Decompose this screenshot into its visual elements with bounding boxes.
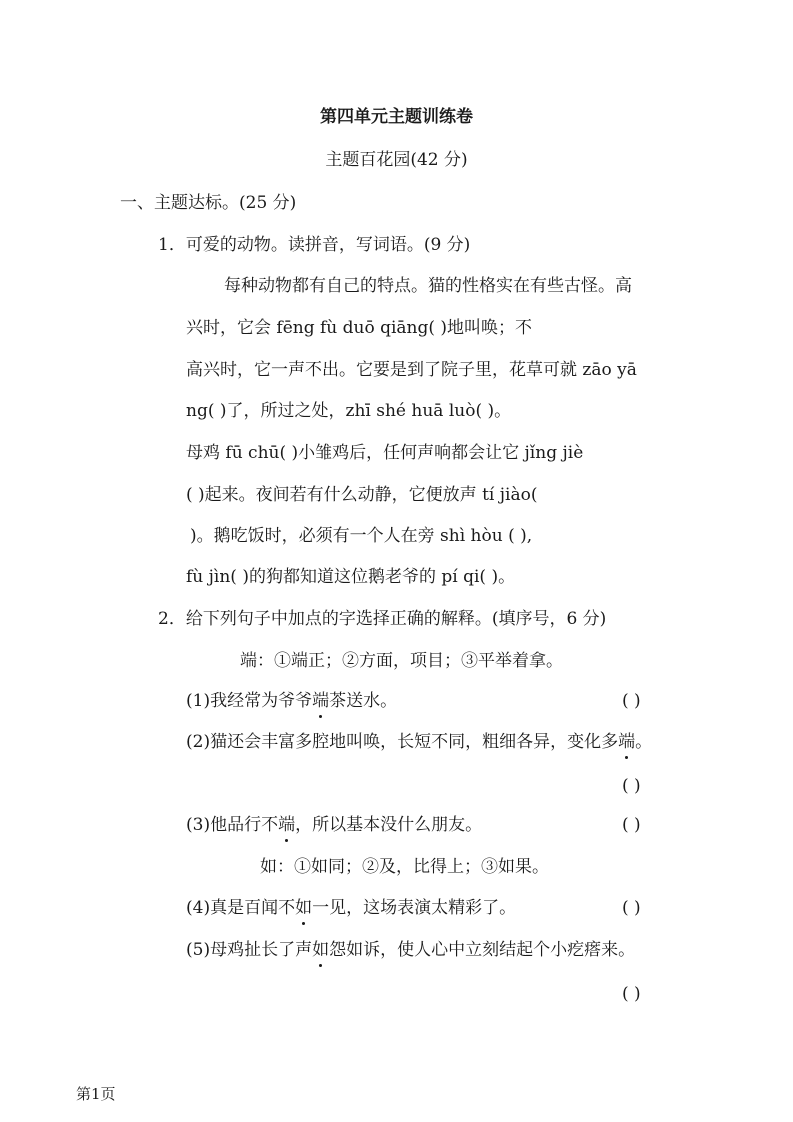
sub-question: (4)真是百闻不如一见，这场表演太精彩了。 (186, 898, 517, 918)
passage-line: fù jìn( )的狗都知道这位鹅老爷的 pí qi( )。 (186, 567, 516, 587)
sub-question: (5)母鸡扯长了声如怨如诉，使人心中立刻结起个小疙瘩来。 (186, 940, 636, 960)
passage-line: 母鸡 fū chū( )小雏鸡后，任何声响都会让它 jǐng jiè (186, 443, 584, 463)
sub-question: (3)他品行不端，所以基本没什么朋友。 (186, 815, 483, 835)
passage-line: 每种动物都有自己的特点。猫的性格实在有些古怪。高 (224, 276, 632, 296)
definition-line: 端：①端正；②方面，项目；③平举着拿。 (240, 651, 563, 671)
passage-line: ng( )了，所过之处，zhī shé huā luò( )。 (186, 401, 512, 421)
page-subtitle: 主题百花园(42 分) (325, 150, 468, 170)
page-number: 第1页 (76, 1085, 116, 1103)
answer-bracket[interactable]: ( ) (622, 691, 641, 711)
passage-line: 高兴时，它一声不出。它要是到了院子里，花草可就 zāo yā (186, 360, 637, 380)
dotted-character: 端 (278, 815, 296, 835)
dotted-character: 如 (312, 940, 330, 960)
question-2-heading: 2．给下列句子中加点的字选择正确的解释。(填序号，6 分) (158, 609, 607, 629)
answer-bracket[interactable]: ( ) (622, 898, 641, 918)
passage-line: 兴时，它会 fēng fù duō qiāng( )地叫唤；不 (186, 318, 533, 338)
passage-line: ( )起来。夜间若有什么动静，它便放声 tí jiào( (186, 485, 538, 505)
dotted-character: 端 (312, 691, 330, 711)
answer-bracket[interactable]: ( ) (622, 815, 641, 835)
answer-bracket[interactable]: ( ) (622, 984, 641, 1004)
question-1-heading: 1．可爱的动物。读拼音，写词语。(9 分) (158, 235, 471, 255)
passage-line: )。鹅吃饭时，必须有一个人在旁 shì hòu ( ), (190, 526, 533, 546)
dotted-character: 端 (618, 732, 636, 752)
definition-line: 如：①如同；②及，比得上；③如果。 (260, 857, 549, 877)
section-heading: 一、主题达标。(25 分) (120, 193, 297, 213)
sub-question: (2)猫还会丰富多腔地叫唤，长短不同，粗细各异，变化多端。 (186, 732, 653, 752)
sub-question: (1)我经常为爷爷端茶送水。 (186, 691, 398, 711)
dotted-character: 如 (295, 898, 313, 918)
page-title: 第四单元主题训练卷 (320, 107, 473, 127)
answer-bracket[interactable]: ( ) (622, 776, 641, 796)
